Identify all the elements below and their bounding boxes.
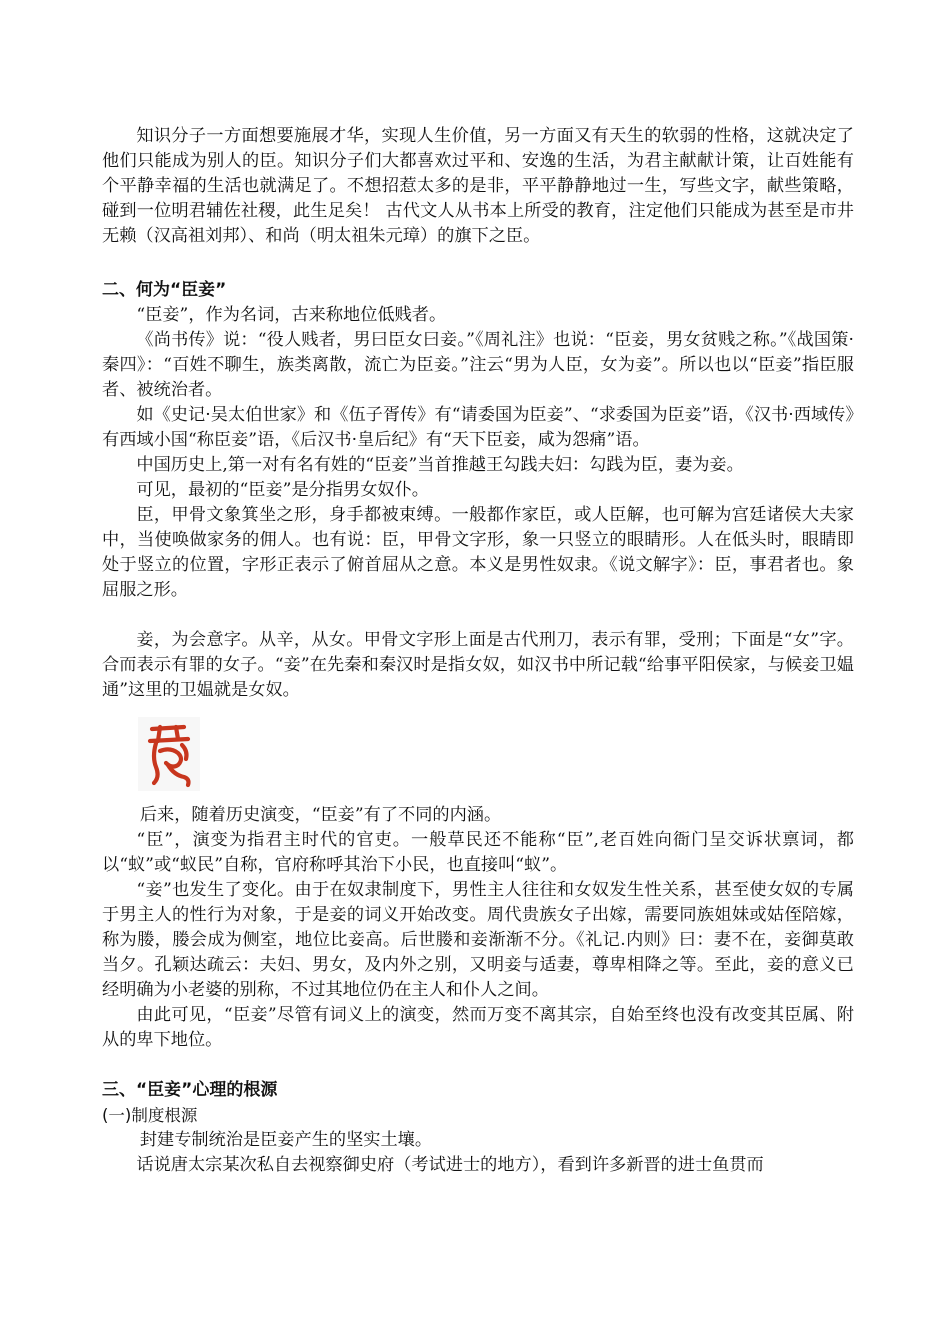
paragraph: 《尚书传》说：“役人贱者，男曰臣女曰妾。”《周礼注》也说：“臣妾，男女贫贱之称。”《战国策·秦四》：“百姓不聊生，族类离散，流亡为臣妾。”注云“男为人臣，女为妾”。所以也以“臣妾”指臣服者、被统治者。 <box>102 330 854 400</box>
document-page <box>102 124 854 1178</box>
section-heading-3: 三、“臣妾”心理的根源 <box>102 1080 278 1100</box>
paragraph: 封建专制统治是臣妾产生的坚实土壤。 <box>139 1130 433 1150</box>
paragraph: 后来，随着历史演变，“臣妾”有了不同的内涵。 <box>139 805 502 825</box>
paragraph: “妾”也发生了变化。由于在奴隶制度下，男性主人往往和女奴发生性关系，甚至使女奴的专属于男主人的性行为对象，于是妾的词义开始改变。周代贵族女子出嫁，需要同族姐妹或姑侄陪嫁，称为媵，媵会成为侧室，地位比妾高。后世媵和妾渐渐不分。《礼记.内则》曰：妻不在，妾御莫敢当夕。孔颖达疏云：夫妇、男女，及内外之别，又明妾与适妻，尊卑相降之等。至此，妾的意义已经明确为小老婆的别称，不过其地位仍在主人和仆人之间。 <box>102 880 854 1000</box>
paragraph: 臣，甲骨文象箕坐之形，身手都被束缚。一般都作家臣，或人臣解，也可解为宫廷诸侯大夫家中，当使唤做家务的佣人。也有说：臣，甲骨文字形，象一只竖立的眼睛形。人在低头时，眼睛即处于竖立的位置，字形正表示了俯首屈从之意。本义是男性奴隶。《说文解字》：臣，事君者也。象屈服之形。 <box>102 505 854 600</box>
seal-character-image <box>138 717 200 791</box>
paragraph: 可见，最初的“臣妾”是分指男女奴仆。 <box>136 480 429 500</box>
paragraph-intro: 知识分子一方面想要施展才华，实现人生价值，另一方面又有天生的软弱的性格，这就决定了他们只能成为别人的臣。知识分子们大都喜欢过平和、安逸的生活，为君主献献计策，让百姓能有个平静幸福的生活也就满足了。不想招惹太多的是非，平平静静地过一生，写些文字，献些策略，碰到一位明君辅佐社稷，此生足矣！ 古代文人从书本上所受的教育，注定他们只能成为甚至是市井无赖（汉高祖刘邦）、和尚（明太祖朱元璋）的旗下之臣。 <box>102 126 854 246</box>
paragraph: 中国历史上,第一对有名有姓的“臣妾”当首推越王勾践夫妇：勾践为臣，妻为妾。 <box>136 455 744 475</box>
paragraph: “臣妾”，作为名词，古来称地位低贱者。 <box>136 305 447 325</box>
paragraph: 由此可见，“臣妾”尽管有词义上的演变，然而万变不离其宗，自始至终也没有改变其臣属、附从的卑下地位。 <box>102 1005 854 1050</box>
subsection-heading: (一)制度根源 <box>102 1106 198 1125</box>
seal-glyph-icon <box>138 717 200 791</box>
spacer <box>102 1053 854 1078</box>
paragraph: “臣”，演变为指君主时代的官吏。一般草民还不能称“臣”,老百姓向衙门呈交诉状禀词，都以“蚁”或“蚁民”自称，官府称呼其治下小民，也直接叫“蚁”。 <box>102 830 854 875</box>
paragraph: 如《史记·吴太伯世家》和《伍子胥传》有“请委国为臣妾”、“求委国为臣妾”语，《汉书·西域传》有西域小国“称臣妾”语，《后汉书·皇后纪》有“天下臣妾，咸为怨痛”语。 <box>102 405 854 450</box>
paragraph: 妾，为会意字。从辛，从女。甲骨文字形上面是古代刑刀，表示有罪，受刑；下面是“女”字。合而表示有罪的女子。“妾”在先秦和秦汉时是指女奴，如汉书中所记载“给事平阳侯家，与候妾卫媪通”这里的卫媪就是女奴。 <box>102 630 854 700</box>
spacer <box>102 249 854 274</box>
paragraph: 话说唐太宗某次私自去视察御史府（考试进士的地方），看到许多新晋的进士鱼贯而 <box>136 1155 764 1175</box>
spacer <box>102 603 854 628</box>
section-heading-2: 二、何为“臣妾” <box>102 280 227 300</box>
